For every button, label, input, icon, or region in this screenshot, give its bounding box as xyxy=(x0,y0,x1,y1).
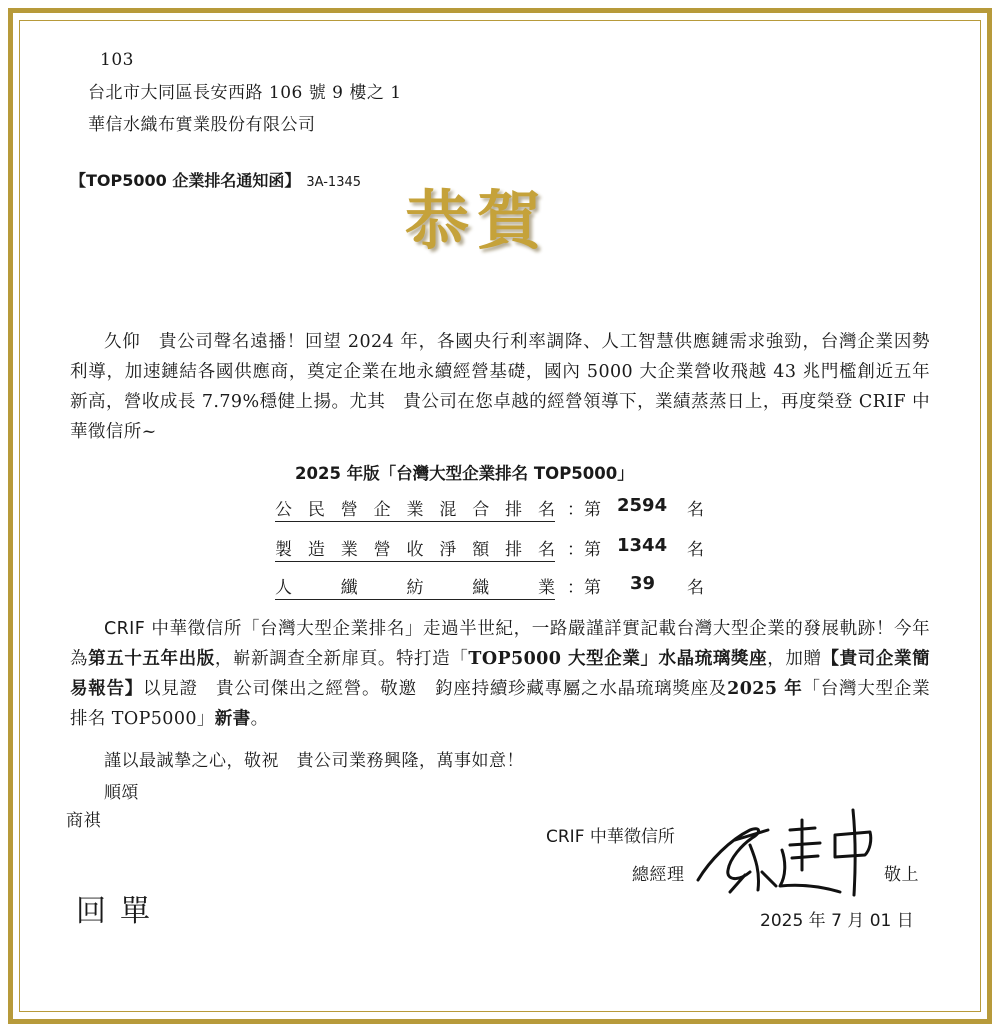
ranking-value: 39 xyxy=(630,573,656,594)
crif-text: CRIF 中華徵信所「台灣大型企業排名」走過半世紀，一路嚴謹詳實記載台灣大型企業的發展軌跡！今年為第五十五年出版，嶄新調查全新扉頁。特打造「TOP5000 大型企業」水晶琉璃獎座，加贈【貴司企業簡易報告】以見證 貴公司傑出之經營。敬邀 鈞座持續珍藏專屬之水晶琉璃獎座及2025 年「台灣大型企業排名 TOP5000」新書。 xyxy=(70,619,930,729)
congrats-title: 恭賀 xyxy=(405,184,549,259)
ranking-unit: 名 xyxy=(687,540,704,560)
closing-text: 謹以最誠摯之心，敬祝 貴公司業務興隆，萬事如意！ xyxy=(104,751,524,771)
ranking-row xyxy=(275,495,725,523)
intro-text: 久仰 貴公司聲名遠播！回望 2024 年，各國央行利率調降、人工智慧供應鏈需求強勁，台灣企業因勢利導，加速鏈結各國供應商，奠定企業在地永續經營基礎，國內 5000 大企業營收飛越 43 兆門檻創近五年新高，營收成長 7.79%穩健上揚。尤其 貴公司在您卓越的經營領導下，業績蒸蒸日上，再度榮登 CRIF 中華徵信所~ xyxy=(70,332,930,442)
ranking-label: 公 民 營 企 業 混 合 排 名 xyxy=(275,495,555,522)
postal-code: 103 xyxy=(100,50,134,70)
ranking-prefix: ：第 xyxy=(567,500,601,520)
shang-qi: 商祺 xyxy=(66,811,101,831)
reply-slip-label: 回單 xyxy=(76,894,164,929)
intro-paragraph xyxy=(70,327,930,447)
ranking-row xyxy=(275,573,725,601)
letter-date: 2025 年 7 月 01 日 xyxy=(760,911,914,931)
crif-paragraph xyxy=(70,614,930,734)
signature-position: 總經理 xyxy=(632,865,685,885)
notice-title-text: 【TOP5000 企業排名通知函】 xyxy=(70,171,301,190)
street-address: 台北市大同區長安西路 106 號 9 樓之 1 xyxy=(88,83,402,103)
notice-title xyxy=(70,168,361,191)
ranking-row xyxy=(275,535,725,563)
ranking-heading: 2025 年版「台灣大型企業排名 TOP5000」 xyxy=(295,464,634,483)
ranking-label: 製 造 業 營 收 淨 額 排 名 xyxy=(275,535,555,562)
handwritten-signature xyxy=(690,800,890,910)
ranking-label: 人 纖 紡 織 業 xyxy=(275,573,555,600)
ranking-prefix: ：第 xyxy=(567,540,601,560)
notice-code: 3A-1345 xyxy=(306,175,362,190)
signature-org: CRIF 中華徵信所 xyxy=(546,827,675,847)
ranking-unit: 名 xyxy=(687,500,704,520)
ranking-prefix: ：第 xyxy=(567,578,601,598)
ranking-value: 2594 xyxy=(617,495,668,516)
ranking-unit: 名 xyxy=(687,578,704,598)
ranking-value: 1344 xyxy=(617,535,668,556)
recipient-company: 華信水織布實業股份有限公司 xyxy=(88,115,316,135)
shun-song: 順頌 xyxy=(104,783,139,803)
signature-respect: 敬上 xyxy=(884,865,919,885)
